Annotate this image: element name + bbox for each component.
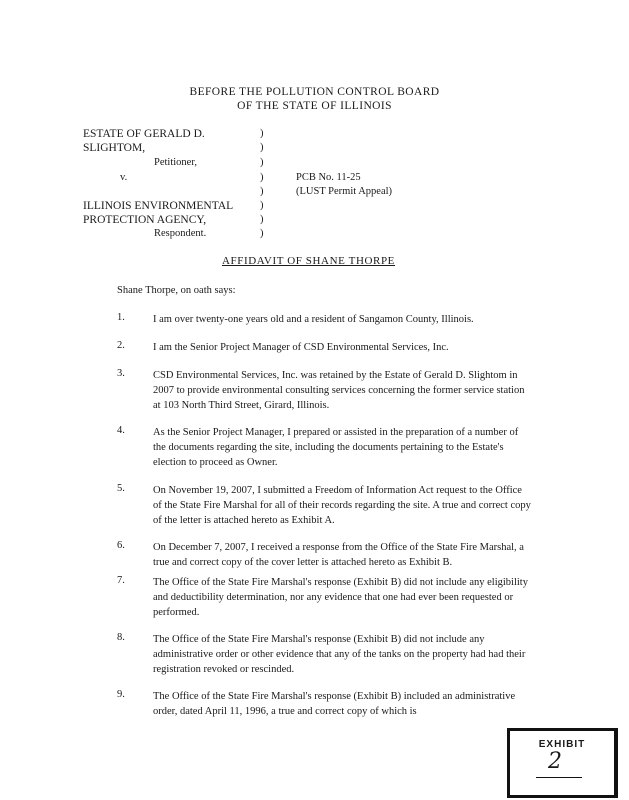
caption-paren: ) [260,172,264,183]
exhibit-label: EXHIBIT [538,739,586,750]
exhibit-sticker [507,728,618,798]
paragraph-text: The Office of the State Fire Marshal's response (Exhibit B) included an administrative order, dated April 11, 1996, a true and correct copy of which is [153,691,516,717]
paragraph-text: I am the Senior Project Manager of CSD Environmental Services, Inc. [153,342,449,353]
petitioner-name-line2: SLIGHTOM, [83,142,146,154]
caption-paren: ) [260,128,264,139]
caption-paren: ) [260,186,264,197]
paragraph-text: CSD Environmental Services, Inc. was retained by the Estate of Gerald D. Slightom in 2007 to provide environmental consulting services concerning the former service station at 103 North Third Street, Girard, Illinois. [153,370,525,411]
respondent-name-line2: PROTECTION AGENCY, [83,214,207,226]
caption-paren: ) [260,142,264,153]
paragraph-text: The Office of the State Fire Marshal's response (Exhibit B) did not include any eligibility and deductibility determination, nor any evidence that one had ever been requested or performed. [153,577,528,618]
paragraph-number: 1. [117,312,125,323]
caption-paren: ) [260,228,264,239]
petitioner-role: Petitioner, [154,157,198,168]
paragraph-number: 9. [117,689,125,700]
court-heading-line1: BEFORE THE POLLUTION CONTROL BOARD [189,86,440,98]
exhibit-underline [536,777,582,778]
paragraph-number: 5. [117,483,125,494]
case-number: PCB No. 11-25 [296,172,361,183]
paragraph-text: The Office of the State Fire Marshal's response (Exhibit B) did not include any administrative order or other evidence that any of the tanks on the property had had their registration revoked or rescinded. [153,634,526,675]
respondent-name-line1: ILLINOIS ENVIRONMENTAL [83,200,234,212]
intro-text: Shane Thorpe, on oath says: [117,285,236,296]
caption-paren: ) [260,157,264,168]
caption-paren: ) [260,200,264,211]
versus: v. [120,172,128,183]
paragraph-number: 8. [117,632,125,643]
paragraph-text: On November 19, 2007, I submitted a Freedom of Information Act request to the Office of the State Fire Marshal for all of their records regarding the site. A true and correct copy of the letter is attached hereto as Exhibit A. [153,485,531,526]
document-title: AFFIDAVIT OF SHANE THORPE [222,255,396,267]
paragraph-text: As the Senior Project Manager, I prepared or assisted in the preparation of a number of the documents regarding the site, including the documents pertaining to the Estate's election to proceed as Owner. [153,427,519,468]
paragraph-text: On December 7, 2007, I received a response from the Office of the State Fire Marshal, a true and correct copy of the cover letter is attached hereto as Exhibit B. [153,542,524,568]
paragraph-number: 6. [117,540,125,551]
case-type: (LUST Permit Appeal) [296,186,393,197]
paragraph-number: 7. [117,575,125,586]
petitioner-name-line1: ESTATE OF GERALD D. [83,128,205,140]
exhibit-number: 2 [548,749,562,774]
court-heading-line2: OF THE STATE OF ILLINOIS [237,100,392,112]
respondent-role: Respondent. [154,228,207,239]
paragraph-number: 2. [117,340,125,351]
paragraph-text: I am over twenty-one years old and a resident of Sangamon County, Illinois. [153,314,474,325]
caption-paren: ) [260,214,264,225]
paragraph-number: 4. [117,425,125,436]
paragraph-number: 3. [117,368,125,379]
